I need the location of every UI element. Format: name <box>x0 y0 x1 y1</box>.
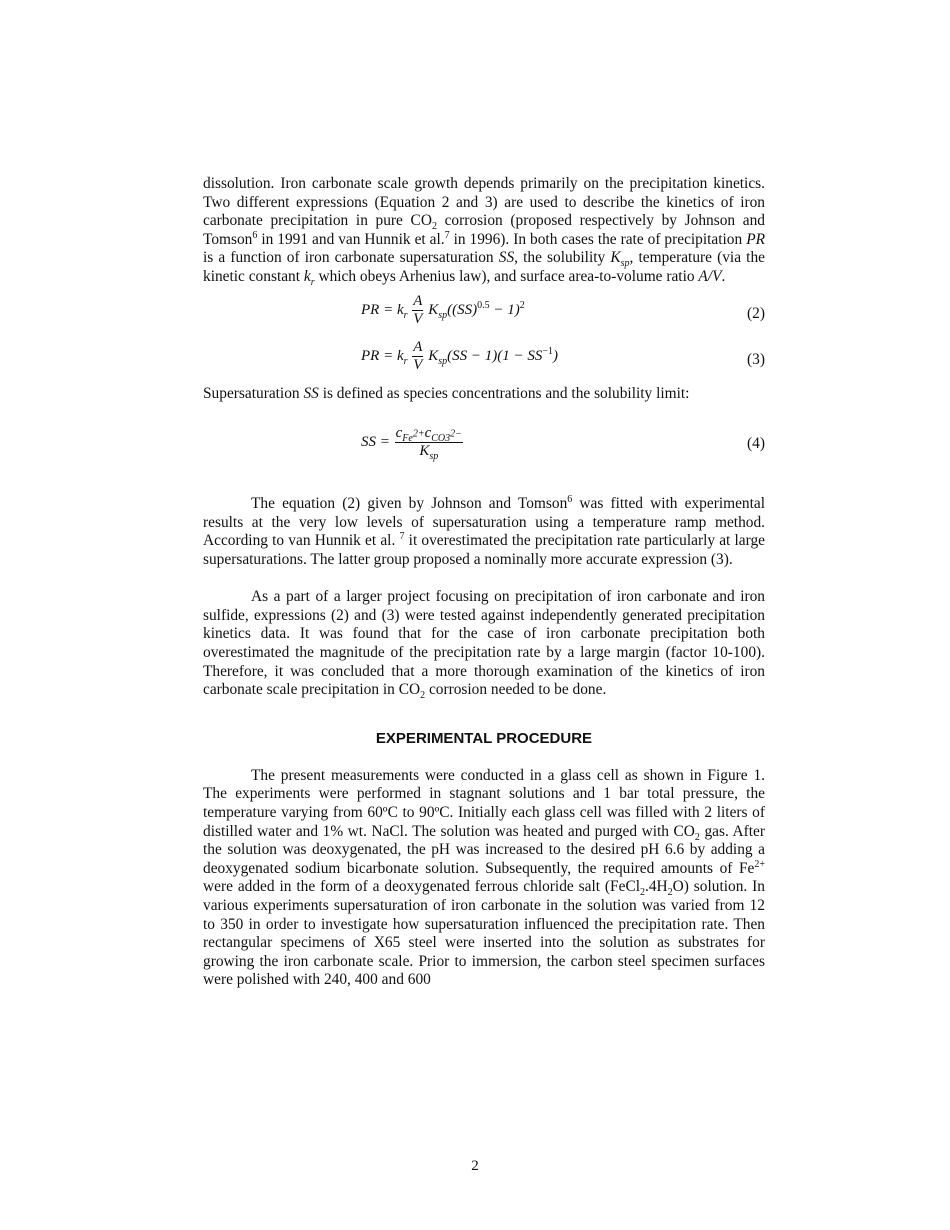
equation-3-formula: PR = $k_r$ $\frac{A}{V}$ $K_{sp}(SS - 1)(1 - SS^{-1})$ <box>361 338 558 373</box>
equation-3-label: (3) <box>747 350 765 368</box>
paragraph-johnson-tomson: The equation (2) given by Johnson and Tomson$^6$ was fitted with experimental results at the very low levels of supersaturation using a temperature ramp method. According to van Hunnik et al. $^7$ it overestimated the precipitation rate particularly at large supersaturations. The latter group proposed a nominally more accurate expression (3). <box>203 494 765 568</box>
equation-4 <box>203 423 765 475</box>
equation-2-formula: PR = $k_r$ $\frac{A}{V}$ $K_{sp}((SS)^{0.5} - 1)^2$ <box>361 292 525 327</box>
equation-3 <box>203 339 765 379</box>
page-body <box>203 175 765 990</box>
paragraph-supersaturation: Supersaturation SS is defined as species concentrations and the solubility limit: <box>203 384 690 402</box>
equation-4-label: (4) <box>747 435 765 453</box>
page-number: 2 <box>471 1158 479 1174</box>
equation-2-label: (2) <box>747 304 765 322</box>
paragraph-experimental: The present measurements were conducted in a glass cell as shown in Figure 1. The experiments were performed in stagnant solutions and 1 bar total pressure, the temperature varying from 60ºC to 90ºC. Initially each glass cell was filled with 2 liters of distilled water and 1% wt. NaCl. The solution was heated and purged with $CO_2$ gas. After the solution was deoxygenated, the pH was increased to the desired pH 6.6 by adding a deoxygenated sodium bicarbonate solution. Subsequently, the required amounts of $Fe^{2+}$ were added in the form of a deoxygenated ferrous chloride salt $(FeCl_2.4H_2O)$ solution. In various experiments supersaturation of iron carbonate in the solution was varied from 12 to 350 in order to investigate how supersaturation influenced the precipitation rate. Then rectangular specimens of X65 steel were inserted into the solution as substrates for growing the iron carbonate scale. Prior to immersion, the carbon steel specimen surfaces were polished with 240, 400 and 600 <box>203 766 765 989</box>
paragraph-kinetics-intro: dissolution. Iron carbonate scale growth depends primarily on the precipitation kinetics. Two different expressions (Equation 2 and 3) are used to describe the kinetics of iron carbonate precipitation in pure $CO_2$ corrosion (proposed respectively by Johnson and Tomson$^6$ in 1991 and van Hunnik et al.$^7$ in 1996). In both cases the rate of precipitation PR is a function of iron carbonate supersaturation SS, the solubility $K_{sp}$, temperature (via the kinetic constant $k_r$ which obeys Arhenius law), and surface area-to-volume ratio A/V. <box>203 175 765 289</box>
section-heading: EXPERIMENTAL PROCEDURE <box>375 729 593 747</box>
equation-4-formula: SS = $\frac{c_{Fe^{2+}}c_{CO3^{2-}}}{K_{sp}}$ <box>361 425 462 463</box>
paragraph-project: As a part of a larger project focusing on precipitation of iron carbonate and iron sulfide, expressions (2) and (3) were tested against independently generated precipitation kinetics data. It was found that for the case of iron carbonate precipitation both overestimated the magnitude of the precipitation rate by a large margin (factor 10-100). Therefore, it was concluded that a more thorough examination of the kinetics of iron carbonate scale precipitation in $CO_2$ corrosion needed to be done. <box>203 588 765 702</box>
equation-2 <box>203 293 765 333</box>
